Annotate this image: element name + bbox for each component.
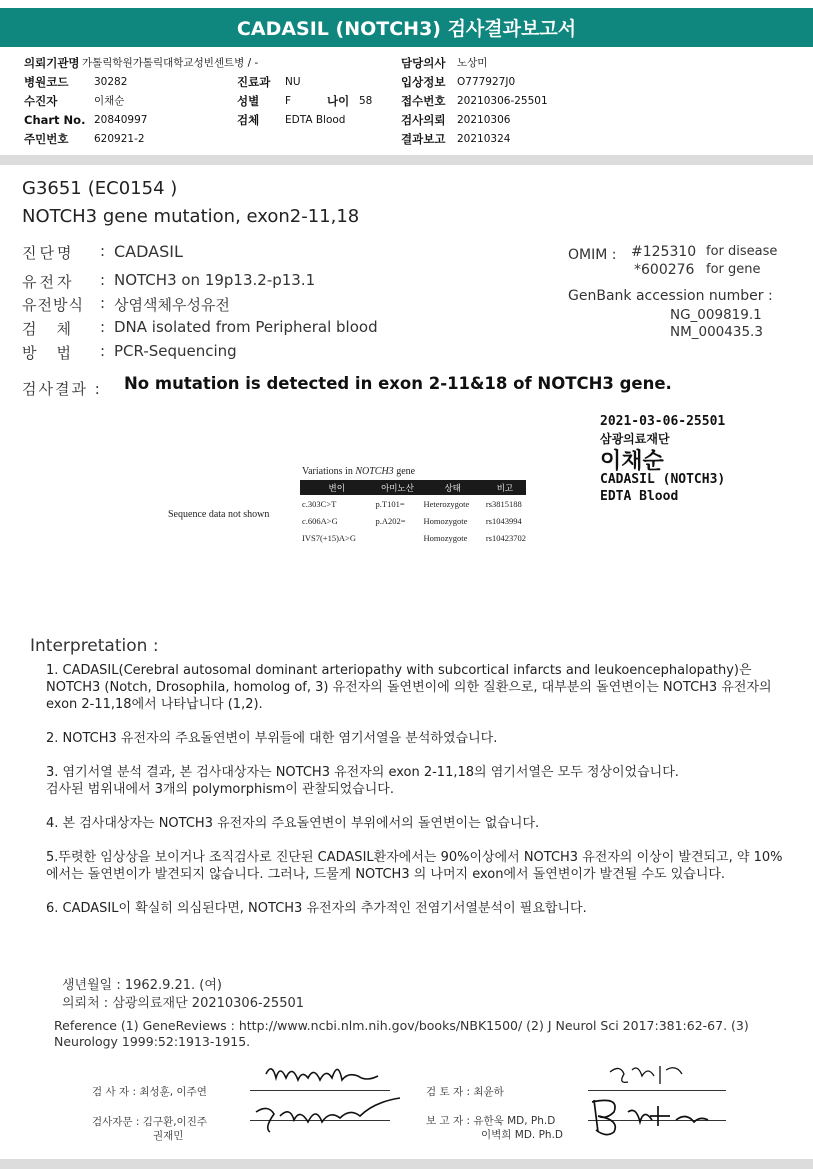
- examiner-label: 검 사 자 : 최성훈, 이주연: [92, 1086, 207, 1098]
- birth-date: 생년월일 : 1962.9.21. (여): [62, 978, 223, 993]
- detail-diagnosis-value: CADASIL: [114, 242, 183, 261]
- table-row: IVS7(+15)A>G Homozygote rs10423702: [302, 532, 526, 543]
- label-resident-no: 주민번호: [24, 132, 69, 146]
- omim-gene-note: for gene: [706, 262, 761, 277]
- result-label: 검사결과 :: [22, 380, 102, 398]
- reviewer-label: 검 토 자 : 최윤하: [426, 1086, 504, 1098]
- reference: Reference (1) GeneReviews : http://www.ncbi.nlm.nih.gov/books/NBK1500/ (2) J Neurol Sci 2017:381:62-67. (3) Neurology 1999:52:1913-1915.: [54, 1018, 749, 1049]
- stamp-org: 삼광의료재단: [600, 432, 670, 446]
- genbank-label: GenBank accession number :: [568, 288, 773, 304]
- label-specimen: 검체: [237, 113, 260, 127]
- omim-label: OMIM :: [568, 247, 617, 263]
- detail-method-label: 방법: [22, 344, 91, 362]
- detail-specimen-value: DNA isolated from Peripheral blood: [114, 318, 378, 336]
- label-patient: 수진자: [24, 94, 58, 108]
- omim-gene-id: *600276: [634, 262, 695, 278]
- detail-gene: 유전자 : NOTCH3 on 19p13.2-p13.1: [22, 271, 316, 291]
- detail-diagnosis: 진단명 : CADASIL: [22, 242, 183, 262]
- detail-specimen: 검체 : DNA isolated from Peripheral blood: [22, 318, 378, 338]
- referrer: 의뢰처 : 삼광의료재단 20210306-25501: [62, 996, 305, 1011]
- test-code: [22, 178, 177, 199]
- value-age: 58: [359, 95, 373, 107]
- interpretation-item-4: 4. 본 검사대상자는 NOTCH3 유전자의 주요돌연변이 부위에서의 돌연변이는 없습니다.: [46, 816, 540, 831]
- label-requesting-institution: 의뢰기관명: [24, 56, 80, 70]
- label-chart-no: Chart No.: [24, 113, 86, 127]
- detail-specimen-label: 검체: [22, 320, 91, 338]
- patient-info-col2: [237, 73, 372, 130]
- stamp-number: 2021-03-06-25501: [600, 414, 726, 429]
- stamp-specimen: EDTA Blood: [600, 489, 679, 504]
- value-patient: 이채순: [94, 95, 125, 107]
- value-request-date: 20210306: [457, 114, 511, 126]
- value-chart-no: 20840997: [94, 114, 148, 126]
- detail-method: 방법 : PCR-Sequencing: [22, 342, 237, 362]
- patient-info-col1: [24, 54, 258, 149]
- value-clinical-info: O777927J0: [457, 76, 516, 88]
- value-resident-no: 620921-2: [94, 133, 145, 145]
- reviewer-signature: [606, 1060, 686, 1090]
- value-accession-no: 20210306-25501: [457, 95, 548, 107]
- test-code-value: G3651: [22, 178, 82, 199]
- label-sex: 성별: [237, 94, 260, 108]
- reporter-signature: [584, 1092, 714, 1142]
- omim-disease-id: #125310: [631, 244, 697, 260]
- label-accession-no: 접수번호: [401, 94, 446, 108]
- interpretation-item-1: 1. CADASIL(Cerebral autosomal dominant arteriopathy with subcortical infarcts and leukoencephalopathy)은 NOTCH3 (Notch, Drosophila, homolog of, 3) 유전자의 돌연변이에 의한 질환으로, 대부분의 돌연변이는 NOTCH3 유전자의 exon 2-11,18에서 나타납니다 (1,2).: [46, 663, 772, 712]
- table-row: c.606A>G p.A202= Homozygote rs1043994: [302, 515, 522, 526]
- interpretation-item-5: 5.뚜렷한 임상상을 보이거나 조직검사로 진단된 CADASIL환자에서는 90%이상에서 NOTCH3 유전자의 이상이 발견되고, 약 10%에서는 돌연변이가 발견되지 않습니다. 그러나, 드물게 NOTCH3 의 나머지 exon에서 돌연변이가 발견될 수도 있습니다.: [46, 850, 783, 882]
- detail-inheritance-label: 유전방식: [22, 296, 84, 314]
- label-age: 나이: [327, 94, 350, 108]
- interpretation-title: Interpretation :: [30, 636, 159, 656]
- interpretation-body: [46, 662, 786, 934]
- detail-method-value: PCR-Sequencing: [114, 342, 237, 360]
- detail-inheritance: 유전방식 : 상염색체우성유전: [22, 294, 230, 314]
- separator-bottom: [0, 1159, 813, 1169]
- label-report-date: 결과보고: [401, 132, 446, 146]
- interpretation-item-2: 2. NOTCH3 유전자의 주요돌연변이 부위들에 대한 염기서열을 분석하였습니다.: [46, 731, 498, 746]
- reporter-label-2: 이벽희 MD. Ph.D: [481, 1129, 563, 1141]
- reviewer-signature-line: [588, 1090, 726, 1091]
- value-department: NU: [285, 76, 301, 88]
- value-physician: 노상미: [457, 57, 488, 69]
- accession-nm: NM_000435.3: [670, 324, 763, 340]
- label-department: 진료과: [237, 75, 271, 89]
- interpretation-item-3: 3. 염기서열 분석 결과, 본 검사대상자는 NOTCH3 유전자의 exon 2-11,18의 염기서열은 모두 정상이었습니다.: [46, 765, 679, 780]
- value-report-date: 20210324: [457, 133, 511, 145]
- stamp-patient-name: 이채순: [600, 449, 664, 474]
- omim-disease-note: for disease: [706, 244, 778, 259]
- interpretation-item-3b: 검사된 범위내에서 3개의 polymorphism이 관찰되었습니다.: [46, 782, 394, 797]
- patient-info-col3: [401, 54, 548, 149]
- report-title: [0, 8, 813, 47]
- result-text: No mutation is detected in exon 2-11&18 of NOTCH3 gene.: [124, 374, 672, 393]
- accession-ng: NG_009819.1: [670, 307, 762, 323]
- table-row: c.303C>T p.T101= Heterozygote rs3815188: [302, 498, 522, 509]
- header-status: 상태: [422, 480, 484, 495]
- variations-header-row: [300, 480, 526, 495]
- value-sex: F: [285, 95, 292, 107]
- label-physician: 담당의사: [401, 56, 446, 70]
- detail-gene-value: NOTCH3 on 19p13.2-p13.1: [114, 271, 316, 289]
- variations-table: [300, 480, 526, 546]
- stamp-test: CADASIL (NOTCH3): [600, 472, 726, 487]
- value-requesting-institution: 가톨릭학원가톨릭대학교성빈센트병 / -: [82, 57, 259, 69]
- advisor-signature: [250, 1094, 420, 1138]
- test-name: NOTCH3 gene mutation, exon2-11,18: [22, 206, 360, 227]
- header-amino-acid: 아미노산: [374, 480, 422, 495]
- variations-title: Variations in NOTCH3 gene: [302, 466, 416, 477]
- header-note: 비고: [484, 480, 526, 495]
- advisor-label-2: 권재민: [153, 1130, 184, 1142]
- header-variant: 변이: [300, 480, 374, 495]
- label-request-date: 검사의뢰: [401, 113, 446, 127]
- label-hospital-code: 병원코드: [24, 75, 69, 89]
- value-hospital-code: 30282: [94, 76, 128, 88]
- separator-top: [0, 155, 813, 165]
- sequence-note: Sequence data not shown: [168, 509, 270, 520]
- detail-gene-label: 유전자: [22, 273, 75, 291]
- label-clinical-info: 입상정보: [401, 75, 446, 89]
- advisor-label: 검사자문 : 김구환,이진주: [92, 1116, 207, 1128]
- detail-inheritance-value: 상염색체우성유전: [114, 296, 230, 314]
- value-specimen: EDTA Blood: [285, 114, 346, 126]
- ec-code: (EC0154 ): [87, 178, 178, 199]
- interpretation-item-6: 6. CADASIL이 확실히 의심된다면, NOTCH3 유전자의 추가적인 전염기서열분석이 필요합니다.: [46, 901, 587, 916]
- reporter-label: 보 고 자 : 유한욱 MD, Ph.D: [426, 1115, 556, 1127]
- examiner-signature: [262, 1058, 387, 1092]
- report-title-text: CADASIL (NOTCH3) 검사결과보고서: [236, 18, 577, 40]
- detail-diagnosis-label: 진단명: [22, 244, 75, 262]
